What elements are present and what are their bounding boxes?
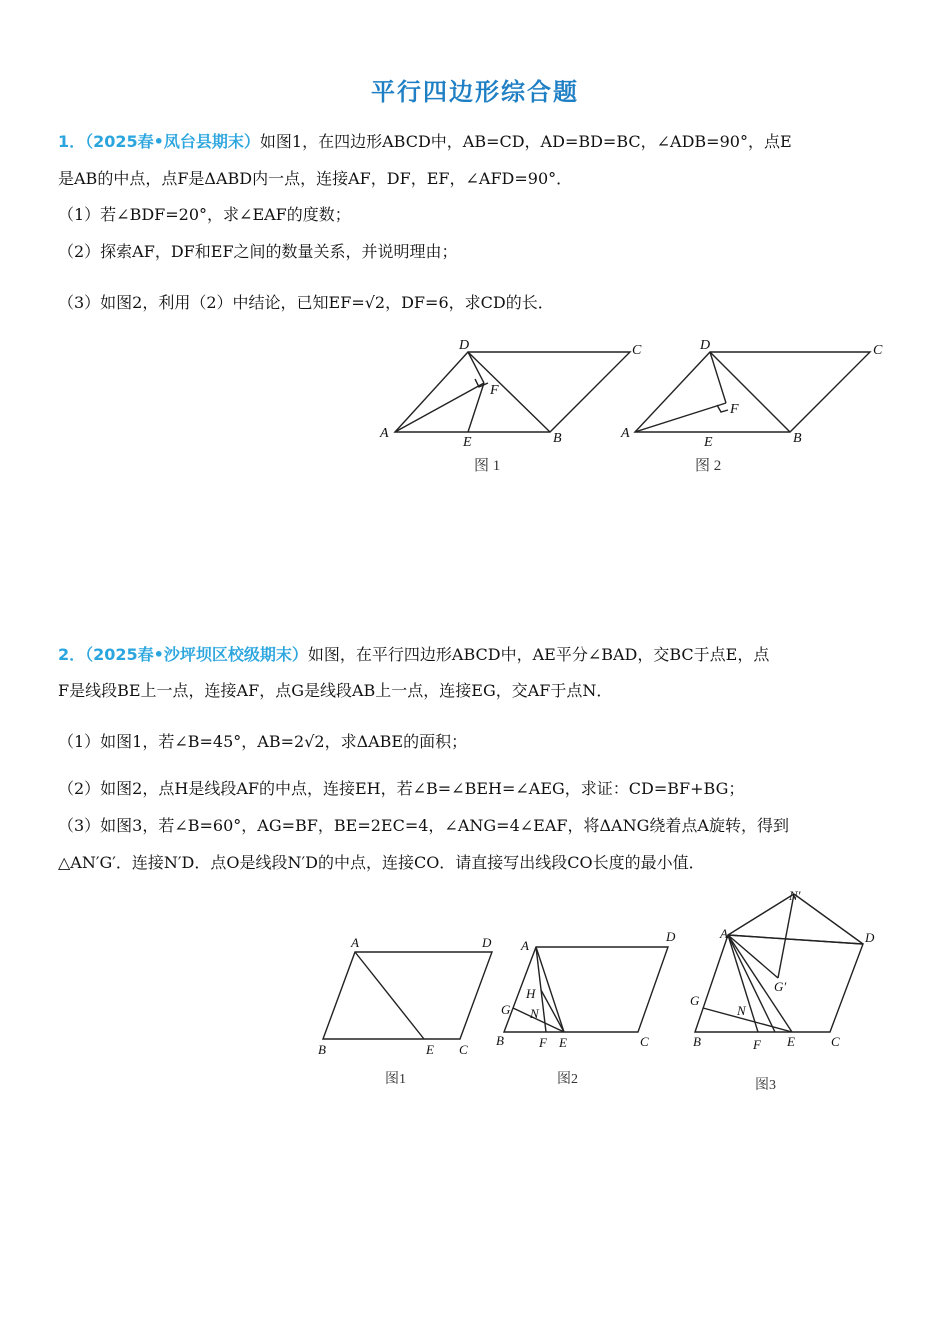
p2fig3-label-b: B [693, 1034, 701, 1049]
page-title: 平行四边形综合题 [371, 78, 579, 106]
fig1-label-d: D [459, 338, 470, 353]
p2fig2-label-b: B [496, 1033, 504, 1048]
problem2-figures [310, 880, 890, 1100]
p2fig3-label-c: C [831, 1034, 840, 1049]
p2fig3-label-a: A [720, 926, 728, 941]
p2fig2-label-a: A [521, 938, 529, 953]
problem2-header: 2．（2025春•沙坪坝区校级期末） [58, 645, 308, 664]
fig2-caption: 图 2 [695, 458, 722, 474]
p2fig1-label-d: D [482, 935, 492, 950]
fig2-label-a: A [621, 426, 630, 441]
p2fig3-label-e: E [787, 1034, 795, 1049]
p2fig3-label-g: G [690, 993, 700, 1008]
p2fig1-label-c: C [459, 1042, 468, 1057]
p2fig2-label-e: E [559, 1035, 567, 1050]
fig2-label-c: C [873, 343, 883, 358]
fig1-label-b: B [553, 431, 562, 446]
p2fig1-label-e: E [426, 1042, 434, 1057]
fig1-label-a: A [380, 426, 389, 441]
p2fig3-caption: 图3 [755, 1078, 776, 1093]
problem1-q2: （2）探索AF，DF和EF之间的数量关系，并说明理由； [58, 242, 458, 261]
problem1-line2: 是AB的中点，点F是ΔABD内一点，连接AF，DF，EF，∠AFD=90°． [58, 169, 573, 188]
p2fig3-label-d: D [865, 930, 875, 945]
fig1-caption: 图 1 [474, 458, 501, 474]
fig1-label-c: C [632, 343, 642, 358]
problem1-figures [370, 330, 900, 480]
p2fig2-label-c: C [640, 1034, 649, 1049]
p2fig2-label-n: N [530, 1006, 539, 1021]
problem2-figure3 [695, 894, 863, 1032]
p2fig2-label-f: F [539, 1035, 547, 1050]
problem2-q1: （1）如图1，若∠B=45°，AB=2√2，求ΔABE的面积； [58, 732, 468, 751]
p2fig3-label-n: N [737, 1003, 746, 1018]
p2fig1-label-b: B [318, 1042, 326, 1057]
p2fig2-label-d: D [666, 929, 676, 944]
problem1-line1 [58, 130, 910, 154]
problem2-figure1 [323, 952, 492, 1039]
p2fig3-label-gp: G′ [774, 979, 787, 994]
problem2-line2: F是线段BE上一点，连接AF，点G是线段AB上一点，连接EG，交AF于点N． [58, 681, 613, 700]
p2fig3-label-np: N′ [789, 888, 801, 903]
problem1-header: 1．（2025春•凤台县期末） [58, 132, 260, 151]
problem1-q1: （1）若∠BDF=20°，求∠EAF的度数； [58, 205, 351, 224]
problem2-q3b: △AN′G′．连接N′D．点O是线段N′D的中点，连接CO．请直接写出线段CO长度的最小值． [58, 853, 705, 872]
fig2-label-e: E [704, 435, 713, 450]
p2fig3-label-f: F [753, 1037, 761, 1052]
problem2-q2: （2）如图2，点H是线段AF的中点，连接EH，若∠B=∠BEH=∠AEG，求证：CD=BF+BG； [58, 779, 745, 798]
p2fig2-label-h: H [526, 986, 536, 1001]
problem1-figure2 [635, 352, 870, 432]
problem1-q3: （3）如图2，利用（2）中结论，已知EF=√2，DF=6，求CD的长． [58, 293, 554, 312]
problem1-stem-1: 如图1，在四边形ABCD中，AB=CD，AD=BD=BC，∠ADB=90°，点E [259, 132, 792, 151]
fig2-label-b: B [793, 431, 802, 446]
p2fig2-label-g: G [501, 1002, 511, 1017]
fig2-label-d: D [700, 338, 711, 353]
fig1-label-e: E [463, 435, 472, 450]
problem2-q3a: （3）如图3，若∠B=60°，AG=BF，BE=2EC=4，∠ANG=4∠EAF，将ΔANG绕着点A旋转，得到 [58, 816, 789, 835]
fig2-label-f: F [730, 402, 739, 417]
p2fig1-label-a: A [351, 935, 359, 950]
problem2-line1 [58, 643, 910, 667]
p2fig2-caption: 图2 [557, 1072, 578, 1087]
problem1-figure1 [395, 352, 630, 432]
p2fig1-caption: 图1 [385, 1072, 406, 1087]
fig1-label-f: F [490, 383, 499, 398]
problem2-stem-1: 如图，在平行四边形ABCD中，AE平分∠BAD，交BC于点E，点 [307, 645, 770, 664]
